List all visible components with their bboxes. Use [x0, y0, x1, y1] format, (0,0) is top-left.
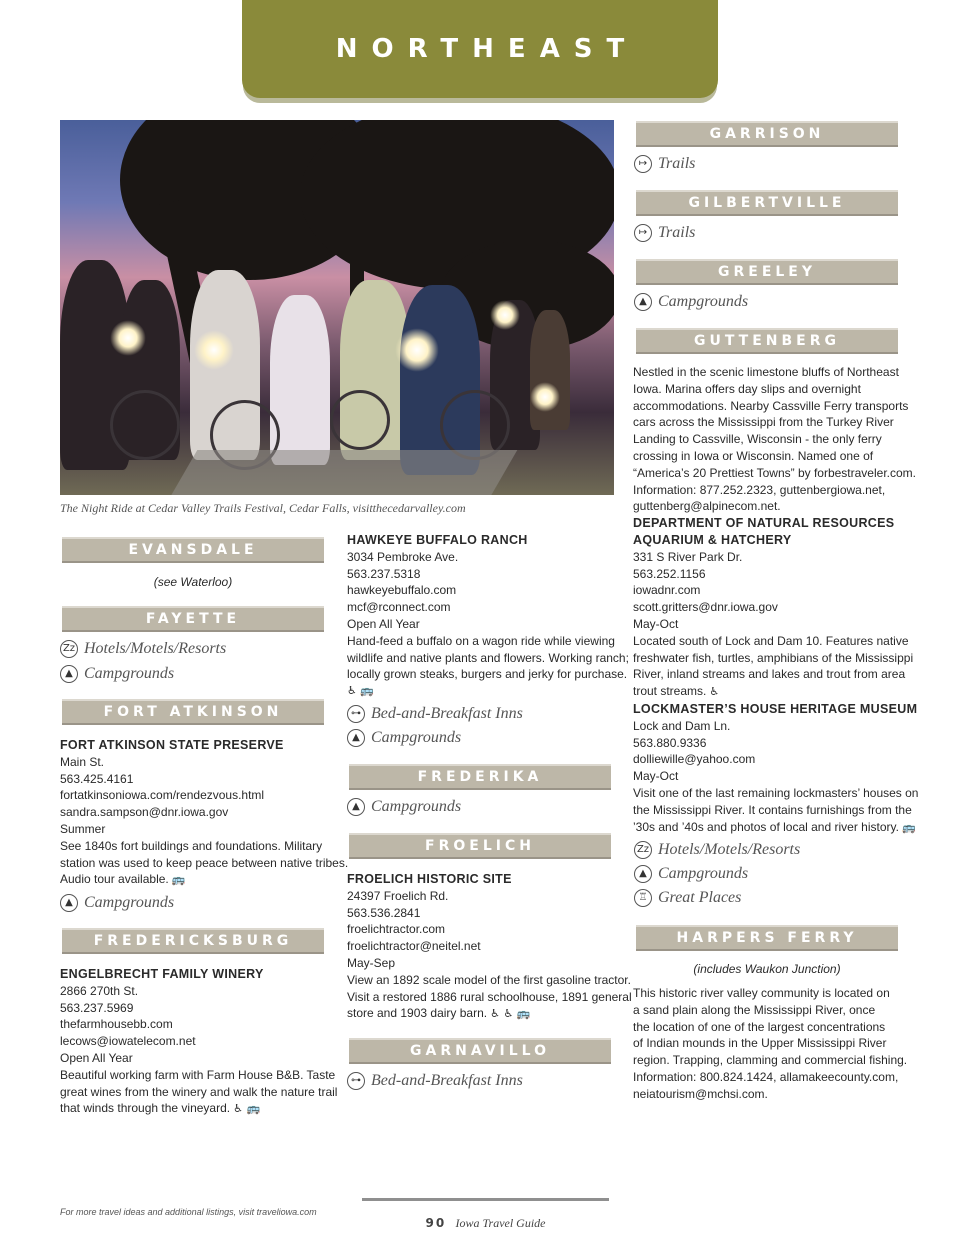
listing-email[interactable]: froelichtractor@neitel.net — [347, 939, 481, 954]
listing-line: the Mississippi River. It contains furnishings from the — [633, 802, 912, 817]
trail-icon: ↦ — [634, 224, 652, 242]
listing-line: 331 S River Park Dr. — [633, 549, 743, 564]
page-footer — [362, 1216, 609, 1231]
campground-icon: ▲ — [634, 865, 652, 883]
intro-line: guttenberg@alpinecom.net. — [633, 499, 781, 514]
listing-line: Lock and Dam Ln. — [633, 718, 731, 733]
garrison-trails-category[interactable] — [634, 155, 695, 173]
gilbertville-trails-category[interactable] — [634, 224, 695, 242]
listing-website[interactable]: fortatkinsoniowa.com/rendezvous.html — [60, 788, 265, 803]
froelich-title: FROELICH — [425, 838, 535, 854]
campground-icon: ▲ — [60, 894, 78, 912]
bus-icon: 🚌 — [171, 873, 186, 887]
listing-line: Located south of Lock and Dam 10. Features native — [633, 633, 909, 648]
fort-atkinson-campgrounds-category[interactable] — [60, 894, 174, 912]
night-ride-photo — [60, 120, 614, 495]
great-places-icon: ♖ — [634, 889, 652, 907]
listing-email[interactable]: lecows@iowatelecom.net — [60, 1034, 196, 1049]
greeley-campgrounds-label: Campgrounds — [658, 293, 749, 310]
listing-phone: 563.237.5318 — [347, 566, 421, 581]
listing-season: May-Sep — [347, 955, 396, 970]
accessibility-bus-icons: ♿ 🚌 — [347, 684, 375, 698]
region-title: NORTHEAST — [335, 34, 639, 64]
intro-line: “America’s 20 Prettiest Towns” by forbestraveler.com. — [633, 465, 916, 480]
listing-line: locally grown steaks, burgers and jerky for purchase. — [347, 667, 628, 682]
photo-caption: The Night Ride at Cedar Valley Trails Festival, Cedar Falls, visitthecedarvalley.com — [60, 501, 466, 515]
gilbertville-trails-label: Trails — [658, 224, 696, 241]
fort-atkinson-listing — [60, 737, 349, 889]
gilbertville-title: GILBERTVILLE — [688, 195, 846, 211]
listing-season: May-Oct — [633, 616, 679, 631]
hawkeye-campgrounds-label: Campgrounds — [371, 729, 462, 746]
listing-line: trout streams. — [633, 684, 707, 699]
description-line: of Indian mounds in the Upper Mississippi River — [633, 1036, 887, 1051]
guttenberg-campgrounds-category[interactable] — [634, 865, 748, 883]
fort-atkinson-band — [62, 699, 324, 725]
listing-phone: 563.252.1156 — [633, 566, 706, 581]
listing-line: wildlife and native plants and flowers. Working ranch; — [347, 650, 629, 665]
hotel-icon: Zz — [634, 841, 652, 859]
accessibility-bus-icons: ♿ 🚌 — [233, 1102, 261, 1116]
listing-line: 2866 270th St. — [60, 983, 139, 998]
garrison-trails-label: Trails — [658, 155, 696, 172]
guttenberg-band — [636, 328, 898, 354]
evansdale-title: EVANSDALE — [128, 542, 258, 558]
listing-line: See 1840s fort buildings and foundations. Military — [60, 838, 323, 853]
evansdale-band — [62, 537, 324, 563]
listing-email[interactable]: mcf@rconnect.com — [347, 600, 451, 615]
listing-email[interactable]: dolliewille@yahoo.com — [633, 752, 756, 767]
trail-icon: ↦ — [634, 155, 652, 173]
bus-icon: 🚌 — [901, 820, 916, 834]
listing-line: Audio tour available. — [60, 872, 169, 887]
fayette-title: FAYETTE — [145, 611, 241, 627]
fayette-campgrounds-category[interactable] — [60, 665, 174, 683]
listing-name: ENGELBRECHT FAMILY WINERY — [60, 967, 264, 981]
froelich-listing — [347, 871, 632, 1023]
frederika-campgrounds-category[interactable] — [347, 798, 461, 816]
listing-website[interactable]: thefarmhousebb.com — [60, 1017, 173, 1032]
description-line: region. Trapping, clamming and commercial fishing. — [633, 1053, 908, 1068]
intro-line: Landing to Cassville, Wisconsin - the only ferry — [633, 432, 882, 447]
listing-season: May-Oct — [633, 769, 679, 784]
frederika-campgrounds-label: Campgrounds — [371, 798, 462, 815]
campground-icon: ▲ — [347, 798, 365, 816]
intro-line: cars across the Mississippi from the Turkey River — [633, 415, 894, 430]
evansdale-note: (see Waterloo) — [153, 575, 233, 589]
fort-atkinson-campgrounds-label: Campgrounds — [84, 894, 175, 911]
listing-line: 24397 Froelich Rd. — [347, 888, 449, 903]
hotel-icon: Zz — [60, 640, 78, 658]
harpers-ferry-description — [633, 985, 908, 1103]
hawkeye-listing — [347, 532, 629, 700]
intro-line: crossing in Iowa or Wisconsin. Named one of — [633, 448, 874, 463]
fredericksburg-title: FREDERICKSBURG — [93, 933, 293, 949]
description-line: This historic river valley community is located on — [633, 986, 890, 1000]
greeley-band — [636, 259, 898, 285]
garnavillo-bnb-category[interactable] — [347, 1072, 523, 1090]
description-line: a sand plain along the Mississippi River, once — [633, 1002, 876, 1017]
accessibility-icon: ♿ — [709, 685, 720, 699]
fayette-hotels-category[interactable] — [60, 640, 226, 658]
guttenberg-intro — [633, 364, 919, 836]
listing-website[interactable]: iowadnr.com — [633, 583, 701, 598]
listing-line: 3034 Pembroke Ave. — [347, 549, 459, 564]
listing-email[interactable]: scott.gritters@dnr.iowa.gov — [633, 600, 778, 615]
listing-line: Beautiful working farm with Farm House B&B. Taste — [60, 1067, 336, 1082]
listing-phone: 563.425.4161 — [60, 771, 134, 786]
listing-name: FROELICH HISTORIC SITE — [347, 872, 512, 886]
fredericksburg-band — [62, 928, 324, 954]
listing-email[interactable]: sandra.sampson@dnr.iowa.gov — [60, 805, 229, 820]
guttenberg-great-places-label: Great Places — [658, 889, 742, 906]
listing-line: View an 1892 scale model of the first gasoline tractor. — [347, 972, 631, 987]
intro-line: Iowa. Marina offers day slips and overnight — [633, 381, 861, 396]
listing-season: Open All Year — [60, 1050, 133, 1065]
garrison-band — [636, 121, 898, 147]
greeley-campgrounds-category[interactable] — [634, 293, 748, 311]
intro-line: Nestled in the scenic limestone bluffs of Northeast — [633, 365, 899, 379]
frederika-band — [349, 764, 611, 790]
listing-line: River, inland streams and lakes and trout from area — [633, 667, 906, 682]
listing-line: great wines from the winery and walk the nature trail — [60, 1084, 338, 1099]
fredericksburg-listing — [60, 966, 338, 1118]
listing-line: store and 1903 dairy barn. — [347, 1006, 488, 1021]
listing-season: Summer — [60, 821, 106, 836]
bed-and-breakfast-icon: ⊶ — [347, 705, 365, 723]
hawkeye-bnb-category[interactable] — [347, 705, 523, 723]
listing-line: Visit a restored 1886 rural schoolhouse, 1891 general — [347, 989, 632, 1004]
region-header-tab — [242, 0, 718, 98]
listing-line: freshwater fish, turtles, amphibians of the Mississippi — [633, 650, 914, 665]
intro-line: Information: 877.252.2323, guttenbergiowa.net, — [633, 482, 886, 497]
listing-line: Hand-feed a buffalo on a wagon ride while viewing — [347, 633, 615, 648]
intro-line: accommodations. Nearby Cassville Ferry transports — [633, 398, 909, 413]
listing-website[interactable]: hawkeyebuffalo.com — [347, 583, 457, 598]
description-line: Information: 800.824.1424, allamakeecounty.com, — [633, 1069, 899, 1084]
listing-season: Open All Year — [347, 616, 420, 631]
footer-note: For more travel ideas and additional listings, visit traveliowa.com — [60, 1207, 317, 1217]
gilbertville-band — [636, 190, 898, 216]
campground-icon: ▲ — [60, 665, 78, 683]
guttenberg-hotels-category[interactable] — [634, 841, 800, 859]
garrison-title: GARRISON — [709, 126, 825, 142]
campground-icon: ▲ — [347, 729, 365, 747]
description-line: the location of one of the largest concentrations — [633, 1019, 886, 1034]
listing-phone: 563.536.2841 — [347, 905, 421, 920]
publication-title: Iowa Travel Guide — [455, 1216, 546, 1230]
fort-atkinson-title: FORT ATKINSON — [103, 704, 283, 720]
bed-and-breakfast-icon: ⊶ — [347, 1072, 365, 1090]
listing-line: Visit one of the last remaining lockmasters’ houses on — [633, 785, 919, 800]
listing-line: that winds through the vineyard. — [60, 1101, 231, 1116]
fayette-hotels-label: Hotels/Motels/Resorts — [84, 640, 227, 657]
garnavillo-title: GARNAVILLO — [410, 1043, 550, 1059]
campground-icon: ▲ — [634, 293, 652, 311]
hawkeye-campgrounds-category[interactable] — [347, 729, 461, 747]
hawkeye-bnb-label: Bed-and-Breakfast Inns — [371, 705, 523, 722]
garnavillo-band — [349, 1038, 611, 1064]
listing-website[interactable]: froelichtractor.com — [347, 922, 446, 937]
guttenberg-hotels-label: Hotels/Motels/Resorts — [658, 841, 801, 858]
froelich-band — [349, 833, 611, 859]
harpers-ferry-note: (includes Waukon Junction) — [693, 962, 841, 976]
listing-name-cont: AQUARIUM & HATCHERY — [633, 532, 792, 547]
listing-line: Main St. — [60, 754, 105, 769]
page-number: 90 — [425, 1216, 447, 1230]
greeley-title: GREELEY — [717, 264, 817, 280]
harpers-ferry-title: HARPERS FERRY — [676, 930, 858, 946]
listing-line: ’30s and ’40s and photos of local and river history. — [633, 819, 899, 834]
garnavillo-bnb-label: Bed-and-Breakfast Inns — [371, 1072, 523, 1089]
fayette-band — [62, 606, 324, 632]
listing-name: LOCKMASTER’S HOUSE HERITAGE MUSEUM — [633, 701, 918, 716]
listing-name: FORT ATKINSON STATE PRESERVE — [60, 738, 284, 752]
guttenberg-title: GUTTENBERG — [693, 333, 841, 349]
listing-line: station was used to keep peace between native tribes. — [60, 855, 349, 870]
guttenberg-campgrounds-label: Campgrounds — [658, 865, 749, 882]
listing-name: DEPARTMENT OF NATURAL RESOURCES — [633, 516, 895, 531]
description-line: neiatourism@mchsi.com. — [633, 1086, 768, 1101]
frederika-title: FREDERIKA — [417, 769, 543, 785]
listing-phone: 563.880.9336 — [633, 735, 707, 750]
accessibility-bus-icons: ♿ ♿ 🚌 — [490, 1007, 531, 1021]
fayette-campgrounds-label: Campgrounds — [84, 665, 175, 682]
footer-rule — [362, 1198, 609, 1201]
listing-name: HAWKEYE BUFFALO RANCH — [347, 533, 528, 547]
guttenberg-great-places-category[interactable] — [634, 889, 741, 907]
harpers-ferry-band — [636, 925, 898, 951]
listing-phone: 563.237.5969 — [60, 1000, 134, 1015]
